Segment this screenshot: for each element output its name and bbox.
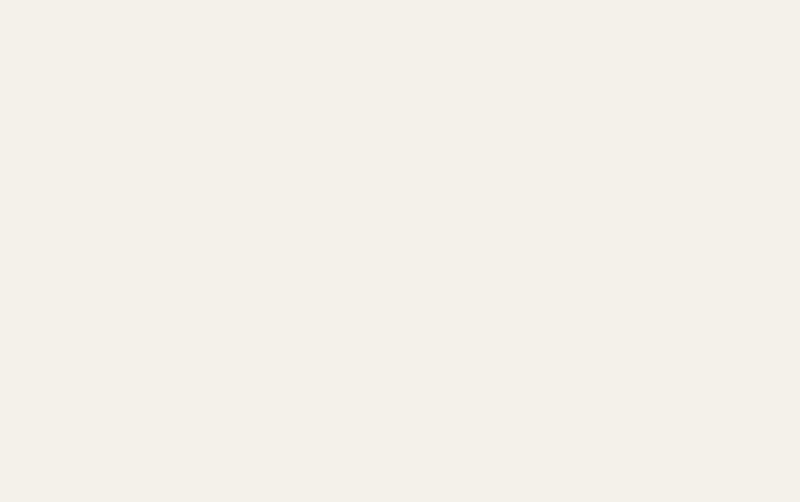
table-label bbox=[0, 0, 24, 28]
table-subtitle bbox=[70, 16, 770, 28]
